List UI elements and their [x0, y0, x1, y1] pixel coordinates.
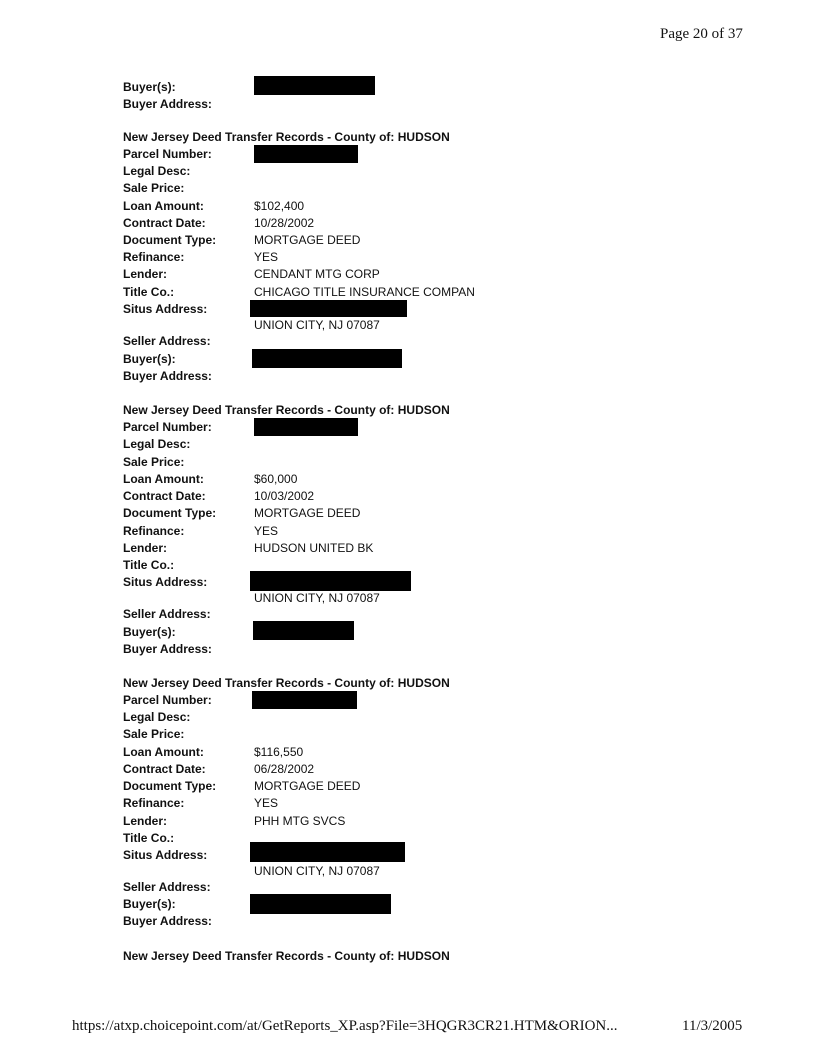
loan-amount-label: Loan Amount:: [123, 472, 204, 486]
contract-date-label: Contract Date:: [123, 216, 206, 230]
contract-date-value: 06/28/2002: [254, 762, 315, 776]
redaction-bar: [250, 842, 405, 862]
title-co-label: Title Co.:: [123, 558, 175, 572]
situs-city-value: UNION CITY, NJ 07087: [254, 318, 380, 332]
redaction-bar: [250, 894, 391, 914]
refinance-label: Refinance:: [123, 250, 185, 264]
situs-address-label: Situs Address:: [123, 575, 208, 589]
record-heading: New Jersey Deed Transfer Records - County of: HUDSON: [123, 130, 450, 144]
redaction-bar: [253, 621, 354, 640]
situs-address-label: Situs Address:: [123, 302, 208, 316]
lender-label: Lender:: [123, 541, 168, 555]
redaction-bar: [254, 418, 358, 436]
refinance-label: Refinance:: [123, 524, 185, 538]
seller-address-label: Seller Address:: [123, 880, 211, 894]
sale-price-label: Sale Price:: [123, 727, 185, 741]
refinance-value: YES: [254, 796, 279, 810]
loan-amount-label: Loan Amount:: [123, 199, 204, 213]
buyer-address-label: Buyer Address:: [123, 369, 212, 383]
refinance-label: Refinance:: [123, 796, 185, 810]
record-heading: New Jersey Deed Transfer Records - County of: HUDSON: [123, 949, 450, 963]
contract-date-value: 10/03/2002: [254, 489, 315, 503]
document-type-label: Document Type:: [123, 233, 217, 247]
lender-label: Lender:: [123, 267, 168, 281]
loan-amount-value: $116,550: [254, 745, 304, 759]
legal-desc-label: Legal Desc:: [123, 164, 191, 178]
redaction-bar: [252, 349, 402, 368]
parcel-number-label: Parcel Number:: [123, 693, 212, 707]
buyers-label: Buyer(s):: [123, 897, 176, 911]
lender-label: Lender:: [123, 814, 168, 828]
contract-date-value: 10/28/2002: [254, 216, 315, 230]
record-heading: New Jersey Deed Transfer Records - County of: HUDSON: [123, 403, 450, 417]
sale-price-label: Sale Price:: [123, 455, 185, 469]
lender-value: PHH MTG SVCS: [254, 814, 346, 828]
buyers-label: Buyer(s):: [123, 352, 176, 366]
document-type-value: MORTGAGE DEED: [254, 779, 361, 793]
document-type-label: Document Type:: [123, 779, 217, 793]
title-co-label: Title Co.:: [123, 285, 175, 299]
loan-amount-value: $102,400: [254, 199, 305, 213]
situs-city-value: UNION CITY, NJ 07087: [254, 591, 380, 605]
loan-amount-value: $60,000: [254, 472, 298, 486]
parcel-number-label: Parcel Number:: [123, 147, 212, 161]
loan-amount-label: Loan Amount:: [123, 745, 204, 759]
redaction-bar: [250, 571, 411, 591]
parcel-number-label: Parcel Number:: [123, 420, 212, 434]
document-type-value: MORTGAGE DEED: [254, 506, 361, 520]
page-indicator: Page 20 of 37: [660, 26, 743, 42]
legal-desc-label: Legal Desc:: [123, 710, 191, 724]
situs-address-label: Situs Address:: [123, 848, 208, 862]
title-co-label: Title Co.:: [123, 831, 175, 845]
redaction-bar: [254, 76, 375, 95]
situs-city-value: UNION CITY, NJ 07087: [254, 864, 380, 878]
footer-url: https://atxp.choicepoint.com/at/GetReports_XP.asp?File=3HQGR3CR21.HTM&ORION...: [72, 1018, 618, 1034]
document-type-label: Document Type:: [123, 506, 217, 520]
redaction-bar: [254, 145, 358, 163]
title-co-value: CHICAGO TITLE INSURANCE COMPAN: [254, 285, 475, 299]
refinance-value: YES: [254, 250, 279, 264]
sale-price-label: Sale Price:: [123, 181, 185, 195]
contract-date-label: Contract Date:: [123, 762, 206, 776]
record-heading: New Jersey Deed Transfer Records - County of: HUDSON: [123, 676, 450, 690]
footer-date: 11/3/2005: [682, 1018, 743, 1034]
refinance-value: YES: [254, 524, 279, 538]
redaction-bar: [252, 691, 357, 709]
buyer-address-label: Buyer Address:: [123, 642, 212, 656]
lender-value: HUDSON UNITED BK: [254, 541, 374, 555]
redaction-bar: [250, 300, 407, 317]
buyer-address-label: Buyer Address:: [123, 97, 212, 111]
seller-address-label: Seller Address:: [123, 334, 211, 348]
legal-desc-label: Legal Desc:: [123, 437, 191, 451]
seller-address-label: Seller Address:: [123, 607, 211, 621]
buyers-label: Buyer(s):: [123, 625, 176, 639]
buyers-label: Buyer(s):: [123, 80, 176, 94]
contract-date-label: Contract Date:: [123, 489, 206, 503]
buyer-address-label: Buyer Address:: [123, 914, 212, 928]
document-type-value: MORTGAGE DEED: [254, 233, 361, 247]
lender-value: CENDANT MTG CORP: [254, 267, 380, 281]
